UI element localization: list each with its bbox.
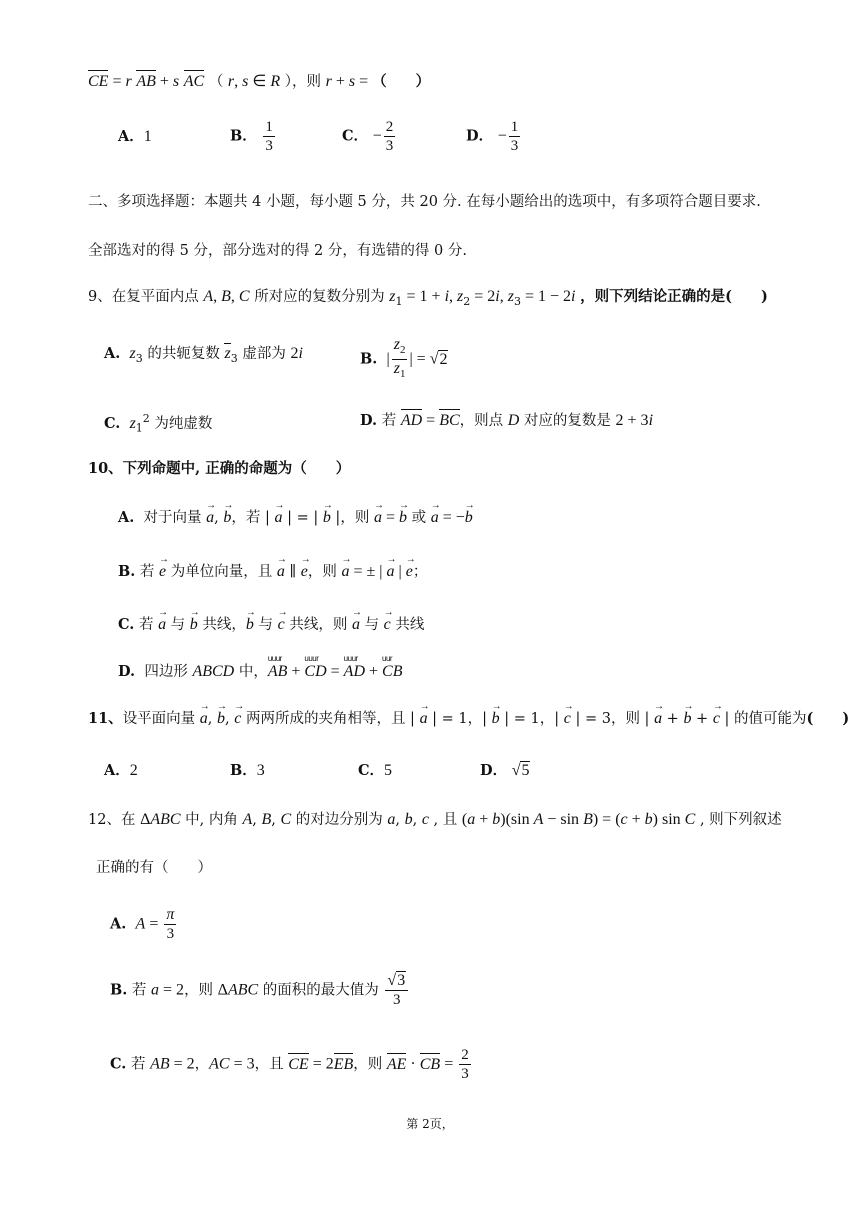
q8-option-c: C． − $\frac{2}{3}$ [342,119,394,154]
q9-option-c: C. $z_1^2$ 为纯虚数 [104,412,213,435]
q10-option-a: A. 对于向量 a →, b →，若 | a → | = | b → |，则 a → = b → 或 a → = −b → [118,508,473,528]
option-value: 3 [256,762,265,779]
q9-stem: 9、在复平面内点 A, B, C 所对应的复数分别为 $z_1 = 1 + i$, $z_2 = 2i$, $z_3 = 1 - 2i$ ，则下列结论正确的是( ) [88,288,768,308]
q8-option-b [230,118,277,155]
fraction: $\frac{\pi}{3}$ [166,906,175,942]
q12-option-c: C. 若 AB = 2，AC = 3，且 CE = 2EB，则 AE · CB = $\frac{2}{3}$ [110,1047,469,1082]
option-label: B． [230,127,257,145]
q10-option-d: D. 四边形 ABCD 中，uuur AB + uuur CD = uuur AD + uur CB [118,662,402,682]
option-label: D． [466,127,494,145]
fraction: $\frac{2}{3}$ [461,1047,469,1082]
vec-ac: AC [184,70,204,92]
q9-stem-suffix: ，则下列结论正确的是( ) [580,288,768,305]
q12-option-a: A. A = $\frac{\pi}{3}$ [110,906,175,942]
q11-option-c [358,761,392,781]
option-value: 2 [129,762,138,779]
q9-stem-prefix: 9、在复平面内点 [88,289,199,305]
fraction: $\frac{z_2}{z_1}$ [393,336,406,380]
fraction: $\frac{2}{3}$ [385,119,394,154]
q9-option-b: B. | $\frac{z_2}{z_1}$ | = √2 [360,336,448,383]
fraction: $\frac{√3}{3}$ [385,972,408,1009]
option-label: A． [118,128,144,145]
q9-stem-mid: 所对应的复数分别为 [254,289,385,305]
option-value: 1 [143,128,152,145]
q11-option-b [230,761,265,781]
q10-option-c: C. 若 a → 与 b → 共线，b → 与 c → 共线，则 a → 与 c → 共线 [118,615,424,635]
option-label: C． [342,127,369,145]
q8-option-d: D． − $\frac{1}{3}$ [466,119,519,154]
option-label: C． [358,762,385,779]
option-value: 5 [384,762,393,779]
q12-option-b: B. 若 a = 2，则 ΔABC 的面积的最大值为 $\frac{√3}{3}$ [110,972,410,1009]
q8-stem: CE = r AB + s AC （ r, s ∈ R ），则 r + s = （ ） [88,70,430,92]
fraction: $\frac{1}{3}$ [510,119,519,154]
q10-option-b: B. 若 e → 为单位向量，且 a → ∥ e →，则 a → = ± | a → | e →； [118,562,427,582]
section2-line2: 全部选对的得 5 分，部分选对的得 2 分，有选错的得 0 分. [88,243,467,259]
q11-stem: 11、设平面向量 a →, b →, c → 两两所成的夹角相等，且 | a → | = 1，| b → | = 1，| c → | = 3，则 | a → + b → + c → | 的值可能为( ) [88,709,849,729]
option-label: B． [230,762,257,779]
q9-option-a: A. $z_3$ 的共轭复数 $z_3$ 虚部为 2i [104,345,303,365]
page-footer: 第 2页， [406,1117,454,1131]
q11-option-a [104,761,138,781]
vec-ab: AB [136,70,156,92]
option-label: A． [104,762,130,779]
q8-option-a [118,127,152,147]
fraction: $\frac{1}{3}$ [265,119,273,154]
q11-option-d: D． √5 [480,762,530,779]
q10-stem: 10、下列命题中, 正确的命题为（ ） [88,460,351,477]
section2-line1: 二、多项选择题：本题共 4 小题，每小题 5 分，共 20 分. 在每小题给出的选项中，有多项符合题目要求. [88,194,761,210]
q12-stem-2: 正确的有（ ） [96,860,212,876]
sqrt: √2 [429,350,448,368]
q12-stem-1: 12、在 ΔABC 中, 内角 A, B, C 的对边分别为 a, b, c , 且 (a + b)(sin A − sin B) = (c + b) sin C , 则下列叙述 [88,811,782,828]
vec-ce: CE [88,70,108,92]
q9-option-d: D. 若 AD = BC，则点 D 对应的复数是 2 + 3i [360,409,653,431]
